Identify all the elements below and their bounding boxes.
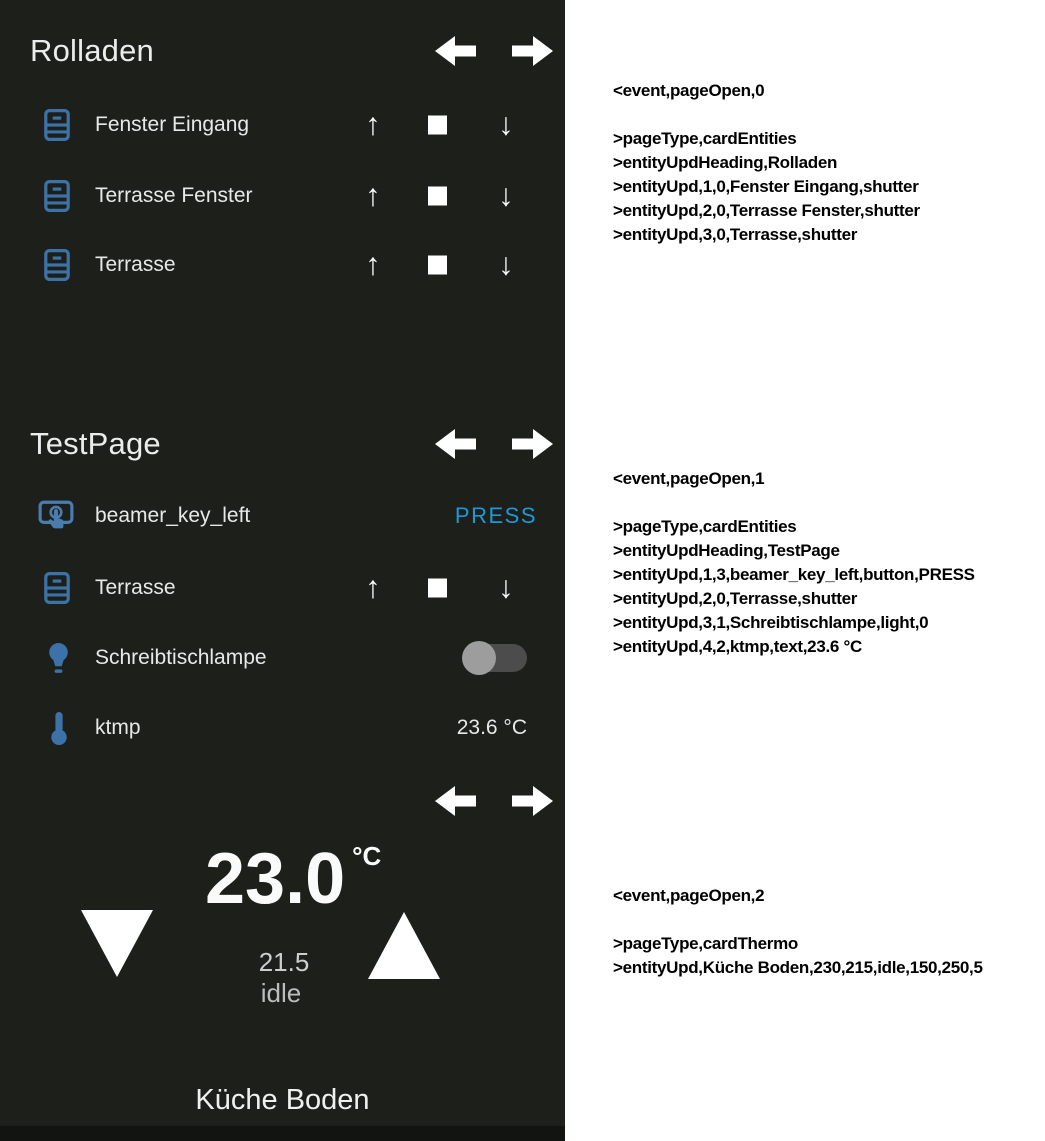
log-line: >entityUpd,2,0,Terrasse Fenster,shutter <box>613 201 920 220</box>
entity-label: Schreibtischlampe <box>95 646 267 669</box>
shutter-stop-button[interactable] <box>428 187 447 206</box>
press-button[interactable]: PRESS <box>454 503 537 528</box>
next-page-arrow-icon[interactable] <box>512 36 553 66</box>
shutter-stop-button[interactable] <box>428 579 447 598</box>
log-line: >entityUpd,1,0,Fenster Eingang,shutter <box>613 177 919 196</box>
shutter-icon <box>44 572 70 604</box>
thermostat-title: Küche Boden <box>195 1084 370 1116</box>
lightbulb-icon <box>46 642 71 675</box>
log-line: >pageType,cardEntities <box>613 517 797 536</box>
log-line: >entityUpd,2,0,Terrasse,shutter <box>613 589 858 608</box>
log-line: <event,pageOpen,2 <box>613 886 765 905</box>
shutter-icon <box>44 109 70 141</box>
shutter-stop-button[interactable] <box>428 116 447 135</box>
log-block-page0 <box>613 79 920 247</box>
panel-bottom-strip <box>0 1126 565 1141</box>
entity-row-schreibtischlampe <box>0 623 565 693</box>
toggle-knob <box>462 641 496 675</box>
entity-row-fenster-eingang <box>0 90 565 160</box>
entity-label: beamer_key_left <box>95 504 251 527</box>
gesture-tap-button-icon <box>38 499 74 533</box>
hvac-state: idle <box>260 978 302 1008</box>
log-line: >entityUpdHeading,TestPage <box>613 541 840 560</box>
temperature-value: 23.6 °C <box>456 716 527 739</box>
shutter-icon <box>44 249 70 281</box>
shutter-up-button[interactable]: ↑ <box>365 246 381 282</box>
entity-label: Terrasse <box>95 253 176 276</box>
shutter-stop-button[interactable] <box>428 256 447 275</box>
thermometer-icon <box>50 711 67 746</box>
log-line: >entityUpd,Küche Boden,230,215,idle,150,250,5 <box>613 958 983 977</box>
shutter-up-button[interactable]: ↑ <box>365 177 381 213</box>
entity-label: Terrasse Fenster <box>95 184 253 207</box>
prev-page-arrow-icon[interactable] <box>435 786 476 816</box>
log-line: >entityUpd,4,2,ktmp,text,23.6 °C <box>613 637 862 656</box>
log-line: >entityUpdHeading,Rolladen <box>613 153 838 172</box>
next-page-arrow-icon[interactable] <box>512 786 553 816</box>
prev-page-arrow-icon[interactable] <box>435 429 476 459</box>
temperature-unit: °C <box>352 841 382 871</box>
log-line: >entityUpd,1,3,beamer_key_left,button,PRESS <box>613 565 975 584</box>
log-line: <event,pageOpen,1 <box>613 469 765 488</box>
setpoint-decrease-button[interactable] <box>81 910 153 977</box>
shutter-down-button[interactable]: ↓ <box>498 246 514 282</box>
entity-label: ktmp <box>95 716 141 739</box>
log-block-page1 <box>613 467 975 659</box>
entity-row-ktmp <box>0 693 565 763</box>
shutter-down-button[interactable]: ↓ <box>498 106 514 142</box>
current-temperature <box>205 839 382 919</box>
log-block-page2 <box>613 884 983 980</box>
setpoint-value: 21.5 <box>258 947 310 977</box>
log-line: >entityUpd,3,0,Terrasse,shutter <box>613 225 858 244</box>
entity-row-terrasse-2 <box>0 553 565 623</box>
next-page-arrow-icon[interactable] <box>512 429 553 459</box>
shutter-up-button[interactable]: ↑ <box>365 569 381 605</box>
entity-row-terrasse-fenster <box>0 161 565 231</box>
log-line: <event,pageOpen,0 <box>613 81 765 100</box>
log-line: >pageType,cardThermo <box>613 934 798 953</box>
card-heading-testpage: TestPage <box>30 426 161 461</box>
entity-row-terrasse <box>0 230 565 300</box>
light-toggle-switch[interactable] <box>465 644 527 672</box>
shutter-down-button[interactable]: ↓ <box>498 569 514 605</box>
current-temperature-value: 23.0 <box>205 839 346 919</box>
entity-row-beamer-key-left <box>0 481 565 551</box>
log-line: >pageType,cardEntities <box>613 129 797 148</box>
card-heading-rolladen: Rolladen <box>30 33 154 68</box>
entity-label: Terrasse <box>95 576 176 599</box>
entity-label: Fenster Eingang <box>95 113 250 136</box>
shutter-down-button[interactable]: ↓ <box>498 177 514 213</box>
log-line: >entityUpd,3,1,Schreibtischlampe,light,0 <box>613 613 929 632</box>
shutter-up-button[interactable]: ↑ <box>365 106 381 142</box>
prev-page-arrow-icon[interactable] <box>435 36 476 66</box>
shutter-icon <box>44 180 70 212</box>
